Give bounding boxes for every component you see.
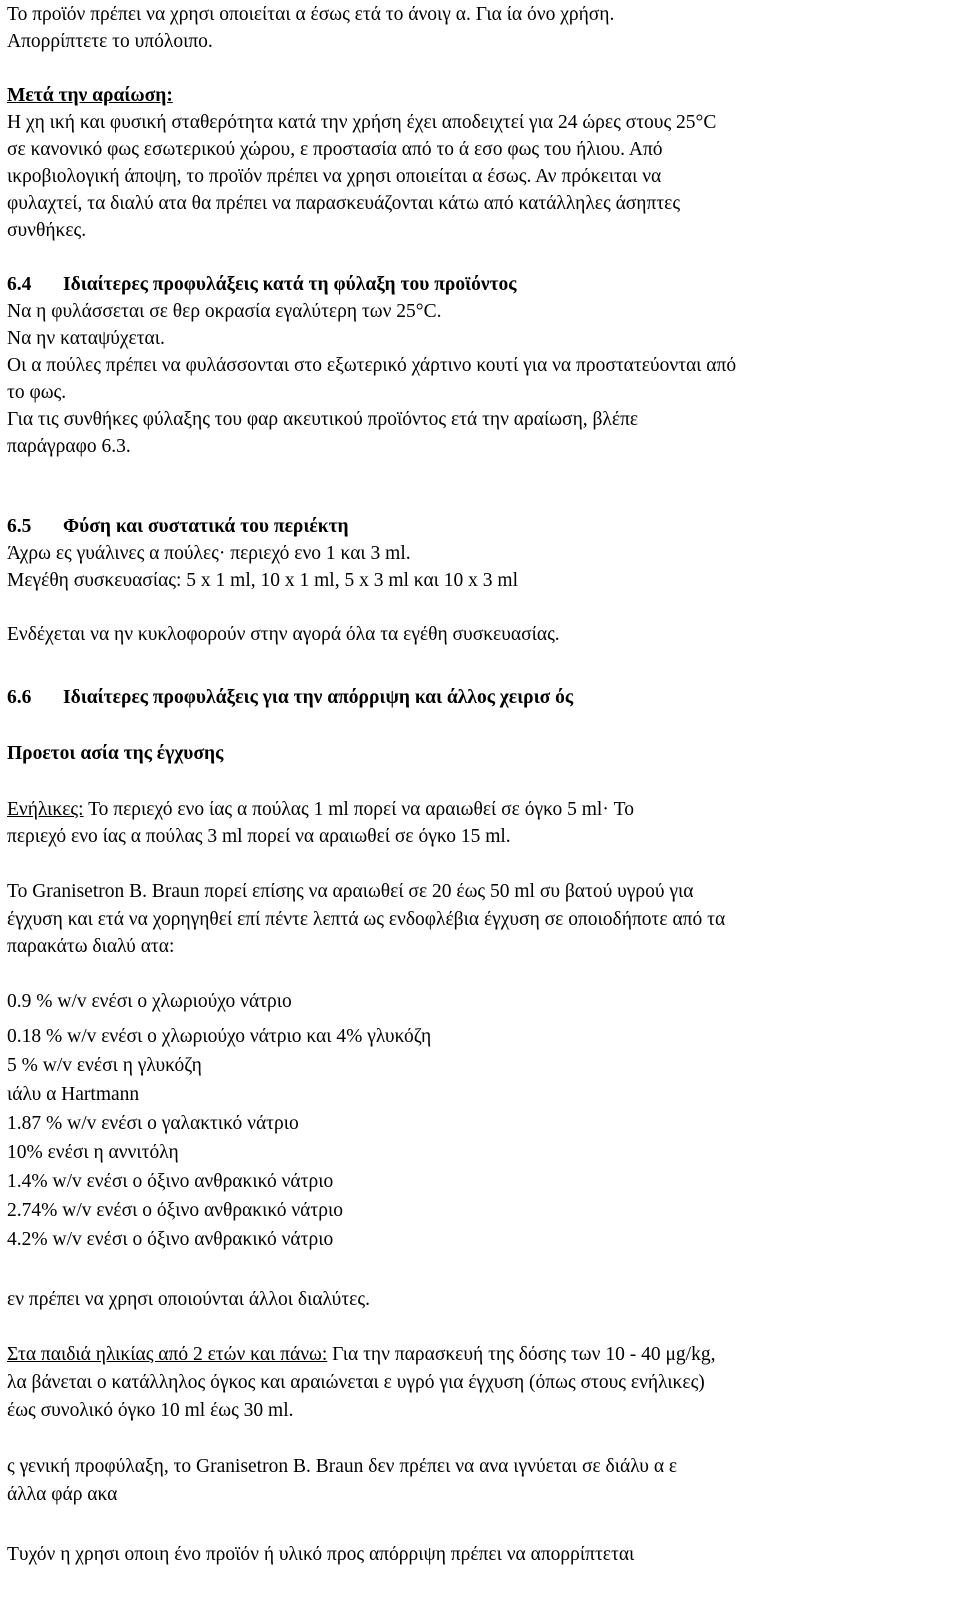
solution-item: 1.4% w/v ενέσι ο όξινο ανθρακικό νάτριο <box>7 1171 334 1192</box>
paragraph-line: άλλα φάρ ακα <box>7 1484 118 1505</box>
section-title: Ιδιαίτερες προφυλάξεις κατά τη φύλαξη του προϊόντος <box>63 274 517 295</box>
paragraph-line: σε κανονικό φως εσωτερικού χώρου, ε προστασία από το ά εσο φως του ήλιου. Από <box>7 139 663 160</box>
adults-line <box>7 798 634 822</box>
prep-heading: Προετοι ασία της έγχυσης <box>7 743 224 764</box>
section-heading-6-4 <box>7 273 517 297</box>
after-dilution-heading: Μετά την αραίωση: <box>7 85 173 106</box>
paragraph-line: Ενδέχεται να ην κυκλοφορούν στην αγορά όλα τα εγέθη συσκευασίας. <box>7 624 560 645</box>
paragraph-line: Για τις συνθήκες φύλαξης του φαρ ακευτικού προϊόντος ετά την αραίωση, βλέπε <box>7 409 639 430</box>
section-number: 6.4 <box>7 274 32 295</box>
paragraph-line: παράγραφο 6.3. <box>7 436 131 457</box>
adults-text: Το περιεχό ενο ίας α πούλας 1 ml πορεί να αραιωθεί σε όγκο 5 ml· Το <box>83 799 635 820</box>
solution-item: 0.18 % w/v ενέσι ο χλωριούχο νάτριο και 4% γλυκόζη <box>7 1026 432 1047</box>
intro-line: Το προϊόν πρέπει να χρησι οποιείται α έσως ετά το άνοιγ α. Για ία όνο χρήση. <box>7 4 615 25</box>
paragraph-line: συνθήκες. <box>7 220 87 241</box>
paragraph-line: ικροβιολογική άποψη, το προϊόν πρέπει να χρησι οποιείται α έσως. Αν πρόκειται να <box>7 166 662 187</box>
paragraph-line: παρακάτω διαλύ ατα: <box>7 936 175 957</box>
paragraph-line: Άχρω ες γυάλινες α πούλες· περιεχό ενο 1 και 3 ml. <box>7 543 411 564</box>
section-title: Φύση και συστατικά του περιέκτη <box>63 516 349 537</box>
section-heading-6-6 <box>7 686 573 710</box>
solution-item: 2.74% w/v ενέσι ο όξινο ανθρακικό νάτριο <box>7 1200 343 1221</box>
paragraph-line: Οι α πούλες πρέπει να φυλάσσονται στο εξωτερικό χάρτινο κουτί για να προστατεύονται από <box>7 355 737 376</box>
section-number: 6.5 <box>7 516 32 537</box>
paragraph-line: λα βάνεται ο κατάλληλος όγκος και αραιώνεται ε υγρό για έγχυση (όπως στους ενήλικες) <box>7 1372 705 1393</box>
paragraph-line: έως συνολικό όγκο 10 ml έως 30 ml. <box>7 1400 294 1421</box>
paragraph-line: Τυχόν η χρησι οποιη ένο προϊόν ή υλικό προς απόρριψη πρέπει να απορρίπτεται <box>7 1544 635 1565</box>
adults-label: Ενήλικες: <box>7 799 84 820</box>
section-title: Ιδιαίτερες προφυλάξεις για την απόρριψη και άλλος χειρισ ός <box>63 687 574 708</box>
solution-item: 1.87 % w/v ενέσι ο γαλακτικό νάτριο <box>7 1113 299 1134</box>
paragraph-line: Το Granisetron B. Braun πορεί επίσης να αραιωθεί σε 20 έως 50 ml συ βατού υγρού για <box>7 881 694 902</box>
paragraph-line: εν πρέπει να χρησι οποιούνται άλλοι διαλύτες. <box>7 1289 370 1310</box>
intro-line: Απορρίπτετε το υπόλοιπο. <box>7 31 213 52</box>
paragraph-line: ς γενική προφύλαξη, το Granisetron B. Braun δεν πρέπει να ανα ιγνύεται σε διάλυ α ε <box>7 1456 678 1477</box>
paragraph-line: Να ην καταψύχεται. <box>7 328 165 349</box>
solution-item: 0.9 % w/v ενέσι ο χλωριούχο νάτριο <box>7 991 292 1012</box>
children-text: Για την παρασκευή της δόσης των 10 - 40 μg/kg, <box>327 1344 716 1365</box>
section-heading-6-5 <box>7 515 349 539</box>
solution-item: 10% ενέσι η αννιτόλη <box>7 1142 179 1163</box>
paragraph-line: Να η φυλάσσεται σε θερ οκρασία εγαλύτερη των 25°C. <box>7 301 442 322</box>
children-line <box>7 1343 715 1367</box>
paragraph-line: Μεγέθη συσκευασίας: 5 x 1 ml, 10 x 1 ml, 5 x 3 ml και 10 x 3 ml <box>7 570 519 591</box>
paragraph-line: έγχυση και ετά να χορηγηθεί επί πέντε λεπτά ως ενδοφλέβια έγχυση σε οποιοδήποτε από τα <box>7 909 726 930</box>
paragraph-line: Η χη ική και φυσική σταθερότητα κατά την χρήση έχει αποδειχτεί για 24 ώρες στους 25°C <box>7 112 717 133</box>
section-number: 6.6 <box>7 687 32 708</box>
paragraph-line: φυλαχτεί, τα διαλύ ατα θα πρέπει να παρασκευάζονται κάτω από κατάλληλες άσηπτες <box>7 193 681 214</box>
children-label: Στα παιδιά ηλικίας από 2 ετών και πάνω: <box>7 1344 328 1365</box>
paragraph-line: περιεχό ενο ίας α πούλας 3 ml πορεί να αραιωθεί σε όγκο 15 ml. <box>7 826 511 847</box>
solution-item: ιάλυ α Hartmann <box>7 1084 140 1105</box>
solution-item: 4.2% w/v ενέσι ο όξινο ανθρακικό νάτριο <box>7 1229 334 1250</box>
solution-item: 5 % w/v ενέσι η γλυκόζη <box>7 1055 202 1076</box>
paragraph-line: το φως. <box>7 382 67 403</box>
